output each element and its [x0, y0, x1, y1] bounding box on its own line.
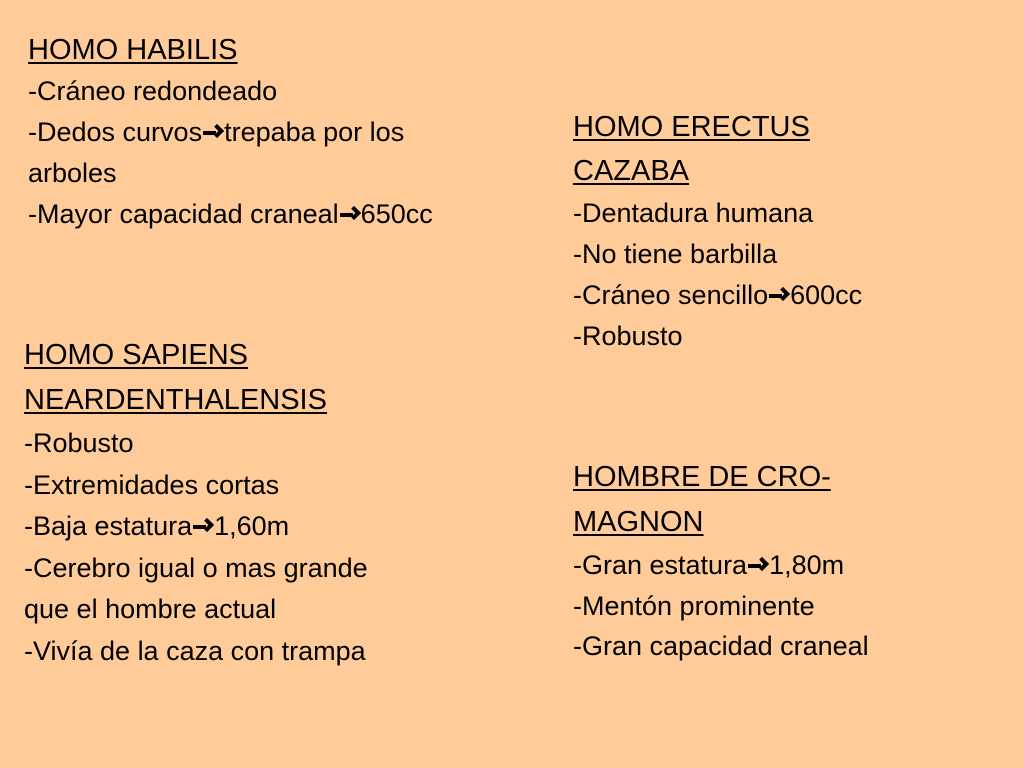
homo-sapiens-block	[24, 333, 494, 672]
cromagnon-line-capacidad: -Gran capacidad craneal	[573, 631, 869, 661]
homo-sapiens-title	[24, 333, 494, 423]
habilis-line-capacidad-value: 650cc	[360, 199, 433, 229]
erectus-line-dentadura: -Dentadura humana	[573, 198, 814, 228]
habilis-line-capacidad	[28, 194, 558, 235]
homo-sapiens-title-line1: HOMO SAPIENS	[24, 339, 248, 371]
sapiens-line-estatura-value: 1,60m	[214, 511, 290, 541]
homo-erectus-title-line1: HOMO ERECTUS	[573, 111, 810, 143]
right-arrow-icon	[203, 124, 223, 142]
habilis-line-dedos	[28, 112, 558, 153]
habilis-line-arboles: arboles	[28, 158, 117, 188]
habilis-line-craneo: -Cráneo redondeado	[28, 76, 278, 106]
sapiens-line-cerebro: -Cerebro igual o mas grande	[24, 552, 368, 583]
habilis-line-dedos-result: trepaba por los	[224, 117, 405, 147]
erectus-line-craneo	[573, 275, 993, 316]
habilis-line-capacidad-text: -Mayor capacidad craneal	[28, 199, 339, 229]
cromagnon-line-estatura-text: -Gran estatura	[573, 550, 748, 580]
sapiens-line-robusto: -Robusto	[24, 428, 134, 458]
right-arrow-icon	[769, 287, 789, 305]
right-arrow-icon	[340, 206, 360, 224]
cromagnon-line-menton: -Mentón prominente	[573, 590, 815, 621]
sapiens-line-extremidades: -Extremidades cortas	[24, 469, 280, 500]
homo-habilis-block	[28, 30, 558, 235]
homo-erectus-title	[573, 105, 993, 193]
cro-magnon-block	[573, 455, 993, 667]
cro-magnon-title	[573, 455, 993, 545]
cromagnon-line-estatura	[573, 545, 993, 586]
sapiens-line-caza: -Vivía de la caza con trampa	[24, 635, 366, 666]
erectus-line-craneo-text: -Cráneo sencillo	[573, 280, 769, 310]
homo-erectus-title-line2: CAZABA	[573, 155, 690, 187]
right-arrow-icon	[748, 557, 768, 575]
sapiens-line-hombre-actual: que el hombre actual	[24, 594, 277, 624]
habilis-line-dedos-text: -Dedos curvos	[28, 117, 203, 147]
erectus-line-craneo-value: 600cc	[790, 280, 863, 310]
homo-habilis-title: HOMO HABILIS	[28, 34, 238, 66]
erectus-line-robusto: -Robusto	[573, 321, 683, 351]
cro-magnon-title-line2: MAGNON	[573, 506, 704, 538]
cromagnon-line-estatura-value: 1,80m	[769, 550, 845, 580]
cro-magnon-title-line1: HOMBRE DE CRO-	[573, 461, 831, 493]
erectus-line-barbilla: -No tiene barbilla	[573, 239, 778, 269]
homo-sapiens-title-line2: NEARDENTHALENSIS	[24, 384, 327, 416]
homo-erectus-block	[573, 105, 993, 357]
right-arrow-icon	[193, 518, 213, 536]
sapiens-line-estatura-text: -Baja estatura	[24, 511, 193, 541]
sapiens-line-estatura	[24, 506, 494, 548]
